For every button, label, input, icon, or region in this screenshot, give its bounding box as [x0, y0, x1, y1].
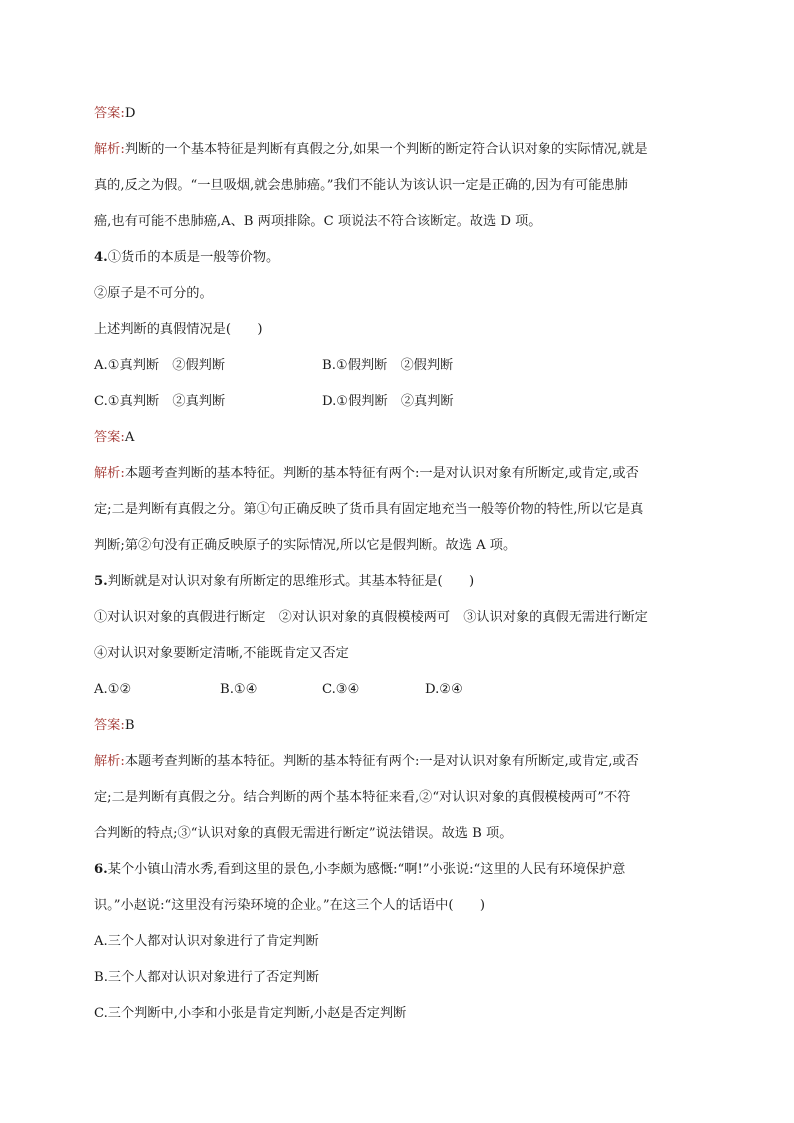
option-a: A.①真判断 ②假判断 — [94, 358, 226, 373]
question-4-stem — [94, 249, 279, 267]
option-c: C.①真判断 ②真判断 — [94, 394, 226, 409]
question-6-stem-cont: 识。”小赵说:“这里没有污染环境的企业。”在这三个人的话语中( ) — [94, 898, 486, 913]
answer-label: 答案: — [94, 430, 125, 445]
analysis-line: 真的,反之为假。“一旦吸烟,就会患肺癌。”我们不能认为该认识一定是正确的,因为有可能患肺 — [94, 178, 628, 193]
analysis-label: 解析: — [94, 466, 125, 481]
analysis-text: 判断的一个基本特征是判断有真假之分,如果一个判断的断定符合认识对象的实际情况,就是 — [124, 142, 648, 157]
analysis-text: 本题考查判断的基本特征。判断的基本特征有两个:一是对认识对象有所断定,或肯定,或否 — [124, 754, 639, 769]
option-c: C.三个判断中,小李和小张是肯定判断,小赵是否定判断 — [94, 1006, 407, 1021]
question-5-statements: ④对认识对象要断定清晰,不能既肯定又否定 — [94, 646, 349, 661]
question-text: 某个小镇山清水秀,看到这里的景色,小李颇为感慨:“啊!”小张说:“这里的人民有环境保护意 — [107, 862, 626, 877]
answer-line-q4 — [94, 429, 134, 447]
option-b: B.①④ — [220, 682, 258, 697]
answer-value: B — [124, 718, 135, 733]
option-d: D.②④ — [425, 682, 463, 697]
analysis-text: 本题考查判断的基本特征。判断的基本特征有两个:一是对认识对象有所断定,或肯定,或否 — [124, 466, 639, 481]
analysis-line — [94, 141, 648, 159]
answer-line-q3 — [94, 105, 135, 123]
answer-value: A — [124, 430, 135, 445]
question-4-statement: ②原子是不可分的。 — [94, 286, 213, 301]
question-text: ①货币的本质是一般等价物。 — [107, 250, 280, 265]
option-d: D.①假判断 ②真判断 — [322, 394, 454, 409]
answer-label: 答案: — [94, 106, 125, 121]
analysis-line — [94, 753, 639, 771]
answer-line-q5 — [94, 717, 135, 735]
answer-value: D — [124, 106, 136, 121]
question-6-stem — [94, 861, 625, 879]
analysis-line: 定;二是判断有真假之分。第①句正确反映了货币具有固定地充当一般等价物的特性,所以它是真 — [94, 502, 644, 517]
analysis-line — [94, 465, 639, 483]
analysis-line: 合判断的特点;③“认识对象的真假无需进行断定”说法错误。故选 B 项。 — [94, 826, 513, 841]
option-a: A.三个人都对认识对象进行了肯定判断 — [94, 934, 319, 949]
answer-label: 答案: — [94, 718, 125, 733]
analysis-label: 解析: — [94, 142, 125, 157]
question-text: 判断就是对认识对象有所断定的思维形式。其基本特征是( ) — [107, 574, 475, 589]
option-b: B.①假判断 ②假判断 — [322, 358, 454, 373]
option-a: A.①② — [94, 682, 132, 697]
question-5-statements: ①对认识对象的真假进行断定 ②对认识对象的真假模棱两可 ③认识对象的真假无需进行断定 — [94, 610, 648, 625]
option-b: B.三个人都对认识对象进行了否定判断 — [94, 970, 319, 985]
option-c: C.③④ — [322, 682, 360, 697]
analysis-line: 癌,也有可能不患肺癌,A、B 两项排除。C 项说法不符合该断定。故选 D 项。 — [94, 214, 542, 229]
analysis-line: 定;二是判断有真假之分。结合判断的两个基本特征来看,②“对认识对象的真假模棱两可”不符 — [94, 790, 631, 805]
question-4-prompt: 上述判断的真假情况是( ) — [94, 322, 263, 337]
question-number: 6. — [94, 862, 108, 877]
question-number: 5. — [94, 574, 108, 589]
analysis-label: 解析: — [94, 754, 125, 769]
analysis-line: 判断;第②句没有正确反映原子的实际情况,所以它是假判断。故选 A 项。 — [94, 538, 517, 553]
question-number: 4. — [94, 250, 108, 265]
question-5-stem — [94, 573, 474, 591]
